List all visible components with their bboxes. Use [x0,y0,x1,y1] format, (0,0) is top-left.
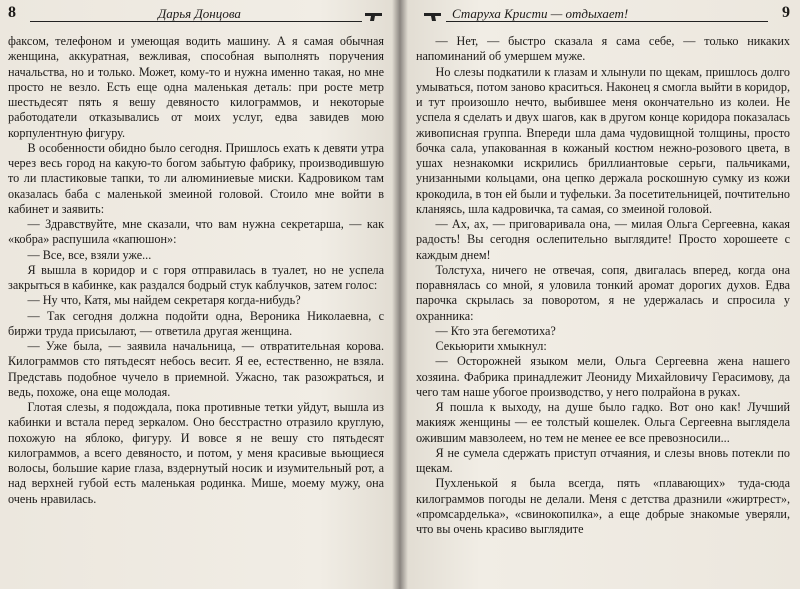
pistol-icon [364,10,384,22]
right-page [402,0,800,589]
paragraph: факсом, телефоном и умеющая водить машину. А я самая обычная женщина, аккуратная, вежливая, способная выполнять поручения начальства, но и только. Может, кому-то и нужна именно такая, но мне просто не везло. Есть еще одна маленькая деталь: при росте метр шестьдесят пять я вешу девяносто килограммов, и некоторые работодатели отказывались от моих услуг, едва завидев мою корпулентную фигуру. [8,34,384,140]
paragraph: — Нет, — быстро сказала я сама себе, — только никаких напоминаний об умершем муже. [416,34,790,64]
paragraph: Толстуха, ничего не отвечая, сопя, двигалась вперед, когда она поравнялась со мной, я уловила тонкий аромат дорогих духов. Едва парочка скрылась за поворотом, я не удержалась и спросила у охранника: [416,262,790,323]
paragraph: Секьюрити хмыкнул: [435,339,547,353]
author-name: Дарья Донцова [158,6,241,21]
paragraph: — Здравствуйте, мне сказали, что вам нужна секретарша, — как «кобра» распушила «капюшон»: [8,217,384,247]
header-rule [30,21,362,22]
page-number: 9 [782,4,790,21]
left-page [0,0,398,589]
paragraph: — Осторожней языком мели, Ольга Сергеевна жена нашего хозяина. Фабрика принадлежит Леониду Михайловичу Герасимову, да чего там наше убогое производство, у него полрайона в руках. [416,354,790,399]
pistol-icon [422,10,442,22]
running-head [416,4,790,24]
paragraph: — Ну что, Катя, мы найдем секретаря когда-нибудь? [27,293,301,308]
paragraph: — Все, все, взяли уже... [27,247,152,262]
paragraph: В особенности обидно было сегодня. Пришлось ехать к девяти утра через весь город на какую-то богом забытую фабрику, производившую то ли пластиковые тапки, то ли алюминиевые миски. Кадровиком там оказалась баба с маленькой змеиной головой. Стоило мне войти в кабинет и заявить: [8,140,384,216]
header-rule [446,21,768,22]
paragraph: — Ах, ах, — приговаривала она, — милая Ольга Сергеевна, какая радость! Вы сегодня ослепительно выглядите! Просто хорошеете с каждым днем! [416,217,790,262]
page-body [8,34,384,507]
page-body [416,34,790,537]
paragraph: Но слезы подкатили к глазам и хлынули по щекам, пришлось долго умываться, потом заново краситься. Наконец я смогла выйти в коридор, и тут произошло нечто, выбившее меня окончательно из колеи. Не успела я сделать и двух шагов, как в другом конце коридора показалась живописная группа. Впереди шла дама чудовищной толщины, просто бочка сала, упакованная в кожаный костюм нежно-розового цвета, в ушах незнакомки искрились бриллиантовые серьги, пальчиками, унизанными кольцами, она цепко держала роскошную сумку из кожи крокодила, в тон ей были и туфельки. За посетительницей, почтительно кланяясь, шла кадровичка, та самая, со змеиной головой. [416,64,790,216]
paragraph: — Так сегодня должна подойти одна, Вероника Николаевна, с биржи труда присылают, — ответила другая женщина. [8,308,384,338]
paragraph: Я пошла к выходу, на душе было гадко. Вот оно как! Лучший макияж женщины — ее толстый кошелек. Ольга Сергеевна выглядела ожившим мавзолеем, но тем не менее ее все превозносили... [416,400,790,445]
paragraph: Я не сумела сдержать приступ отчаяния, и слезы вновь потекли по щекам. [416,445,790,475]
running-head [8,4,384,24]
page-number: 8 [8,4,16,21]
paragraph: Пухленькой я была всегда, пять «плавающих» туда-сюда килограммов погоды не делали. Меня с детства дразнили «жиртрест», «промсарделька», «свинокопилка», а еще добрые знакомые уверяли, что вы очень красиво выглядите [416,476,790,536]
paragraph: Глотая слезы, я подождала, пока противные тетки уйдут, вышла из кабинки и встала перед зеркалом. Оно бесстрастно отразило круглую, похожую на яблоко, фигуру. И вовсе я не вешу сто пятьдесят килограммов, а всего девяносто, и потом, у меня красивые вьющиеся волосы, большие карие глаза, вздернутый носик и изумительный рот, а над верхней губой есть маленькая родинка. Мише, моему мужу, она очень нравилась. [8,400,384,506]
paragraph: — Кто эта бегемотиха? [435,323,556,338]
book-title: Старуха Кристи — отдыхает! [452,6,629,21]
paragraph: Я вышла в коридор и с горя отправилась в туалет, но не успела закрыться в кабинке, как раздался бодрый стук каблучков, затем голос: [8,262,384,292]
paragraph: — Уже была, — заявила начальница, — отвратительная корова. Килограммов сто пятьдесят небось весит. Я ее, естественно, не взяла. Представь подобное чучело в приемной. Ужасно, так разожраться, и ведь, похоже, она еще молодая. [8,339,384,399]
